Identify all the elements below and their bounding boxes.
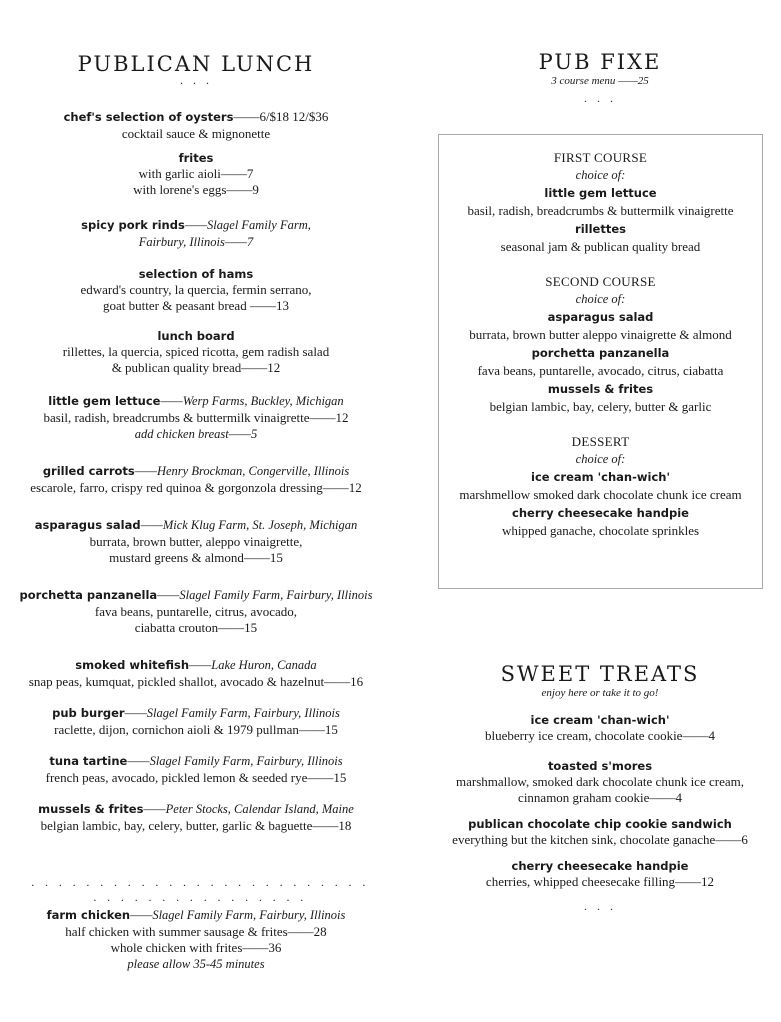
sweet-treats-subtitle: enjoy here or take it to go! [541, 687, 659, 699]
item-farm: ——Peter Stocks, Calendar Island, Maine [143, 802, 354, 816]
course-choice-label: choice of: [575, 168, 626, 182]
course-option-desc: belgian lambic, bay, celery, butter & garlic [489, 399, 712, 414]
menu-item-grilled-carrots [0, 462, 392, 496]
item-desc: fava beans, puntarelle, citrus, avocado, [94, 604, 298, 619]
item-price: ——6/$18 12/$36 [233, 109, 329, 124]
pub-fixe-title: PUB FIXE [538, 50, 662, 74]
course-option-name: mussels & frites [547, 382, 654, 396]
menu-item-pub-burger [0, 704, 392, 738]
item-farm: ——Mick Klug Farm, St. Joseph, Michigan [140, 518, 358, 532]
item-farm-cont: Fairbury, Illinois——7 [138, 235, 254, 249]
pub-fixe-subtitle: 3 course menu ——25 [551, 75, 649, 87]
item-desc: escarole, farro, crispy red quinoa & gorgonzola dressing——12 [30, 480, 362, 495]
item-addon: add chicken breast——5 [134, 427, 258, 441]
item-name: pub burger [52, 706, 125, 720]
course-option-desc: marshmellow smoked dark chocolate chunk ice cream [459, 487, 742, 502]
treat-desc: cinnamon graham cookie——4 [518, 790, 682, 805]
lunch-title: PUBLICAN LUNCH [77, 52, 315, 76]
item-desc: & publican quality bread——12 [111, 360, 281, 375]
menu-item-oysters [0, 108, 392, 142]
item-name: spicy pork rinds [81, 218, 185, 232]
item-desc: basil, radish, breadcrumbs & buttermilk vinaigrette——12 [43, 410, 349, 425]
course-choice-label: choice of: [575, 452, 626, 466]
publican-lunch-column [0, 0, 392, 834]
treat-desc: everything but the kitchen sink, chocolate ganache——6 [452, 832, 748, 847]
item-desc: goat butter & peasant bread ——13 [103, 298, 289, 313]
treat-desc: blueberry ice cream, chocolate cookie——4 [485, 728, 715, 743]
treat-name: toasted s'mores [547, 759, 653, 773]
menu-item-porchetta [0, 586, 392, 636]
treat-name: ice cream 'chan-wich' [530, 713, 670, 727]
course-option-name: cherry cheesecake handpie [512, 506, 689, 520]
item-farm: ——Slagel Family Farm, Fairbury, Illinois [157, 588, 373, 602]
sweet-treats-dots: · · · [583, 902, 617, 916]
item-desc: french peas, avocado, pickled lemon & seeded rye——15 [45, 770, 347, 785]
item-name: chef's selection of oysters [63, 110, 234, 124]
sweet-treats-section [430, 662, 770, 916]
item-desc: belgian lambic, bay, celery, butter, garlic & baguette——18 [40, 818, 352, 833]
pub-fixe-dots: · · · [583, 94, 617, 108]
menu-item-frites [0, 150, 392, 198]
item-desc: rillettes, la quercia, spiced ricotta, gem radish salad [62, 344, 330, 359]
item-farm: ——Slagel Family Farm, [184, 218, 311, 232]
item-name: lunch board [157, 329, 235, 343]
course-choice-label: choice of: [575, 292, 626, 306]
item-note: please allow 35-45 minutes [127, 957, 265, 971]
menu-item-farm-chicken [0, 906, 392, 972]
item-name: tuna tartine [49, 754, 128, 768]
pub-fixe-box [438, 134, 763, 589]
item-name: selection of hams [138, 267, 254, 281]
item-desc: mustard greens & almond——15 [109, 550, 283, 565]
item-farm: ——Henry Brockman, Congerville, Illinois [134, 464, 350, 478]
item-name: farm chicken [46, 908, 131, 922]
item-desc: raclette, dijon, cornichon aioli & 1979 pullman——15 [54, 722, 338, 737]
item-desc: with garlic aioli——7 [138, 166, 254, 181]
item-name: smoked whitefish [75, 658, 190, 672]
lunch-title-dots: · · · [179, 76, 213, 90]
item-desc: with lorene's eggs——9 [133, 182, 259, 197]
menu-item-little-gem [0, 392, 392, 442]
treat-desc: marshmallow, smoked dark chocolate chunk ice cream, [456, 774, 744, 789]
item-desc: cocktail sauce & mignonette [121, 126, 271, 141]
menu-item-tuna-tartine [0, 752, 392, 786]
item-desc: whole chicken with frites——36 [110, 940, 282, 955]
course-option-name: porchetta panzanella [531, 346, 670, 360]
lunch-separator-dots: · · · · · · · · · · · · · · · · · · · · · · · · · · · · · · · · · · · · · · · · · [30, 878, 370, 907]
pub-fixe-header [430, 0, 770, 108]
course-heading-second: SECOND COURSE [545, 274, 656, 289]
course-option-desc: burrata, brown butter aleppo vinaigrette & almond [469, 327, 732, 342]
course-option-name: ice cream 'chan-wich' [531, 470, 670, 484]
course-heading-dessert: DESSERT [571, 434, 630, 449]
item-desc: burrata, brown butter, aleppo vinaigrette, [89, 534, 303, 549]
item-name: little gem lettuce [48, 394, 161, 408]
menu-item-asparagus-salad [0, 516, 392, 566]
menu-item-spicy-pork-rinds [0, 216, 392, 250]
menu-item-mussels-frites [0, 800, 392, 834]
item-desc: snap peas, kumquat, pickled shallot, avocado & hazelnut——16 [28, 674, 364, 689]
item-name: asparagus salad [34, 518, 141, 532]
course-option-desc: whipped ganache, chocolate sprinkles [501, 523, 700, 538]
item-name: frites [178, 151, 214, 165]
course-option-desc: seasonal jam & publican quality bread [500, 239, 701, 254]
treat-name: publican chocolate chip cookie sandwich [468, 817, 732, 831]
item-desc: half chicken with summer sausage & frites——28 [65, 924, 327, 939]
course-option-name: asparagus salad [547, 310, 654, 324]
course-option-desc: fava beans, puntarelle, avocado, citrus, ciabatta [477, 363, 724, 378]
course-option-desc: basil, radish, breadcrumbs & buttermilk vinaigrette [467, 203, 734, 218]
item-name: mussels & frites [38, 802, 144, 816]
treat-desc: cherries, whipped cheesecake filling——12 [485, 874, 715, 889]
sweet-treats-title: SWEET TREATS [500, 662, 700, 686]
item-farm: ——Slagel Family Farm, Fairbury, Illinois [130, 908, 346, 922]
treat-name: cherry cheesecake handpie [511, 859, 689, 873]
menu-item-smoked-whitefish [0, 656, 392, 690]
menu-item-hams [0, 266, 392, 314]
item-desc: edward's country, la quercia, fermin serrano, [80, 282, 312, 297]
item-farm: ——Werp Farms, Buckley, Michigan [160, 394, 344, 408]
course-heading-first: FIRST COURSE [553, 150, 648, 165]
course-option-name: rillettes [575, 222, 626, 236]
item-farm: ——Slagel Family Farm, Fairbury, Illinois [127, 754, 343, 768]
item-name: grilled carrots [42, 464, 135, 478]
item-farm: ——Slagel Family Farm, Fairbury, Illinois [124, 706, 340, 720]
menu-item-lunch-board [0, 328, 392, 376]
course-option-name: little gem lettuce [544, 186, 657, 200]
item-desc: ciabatta crouton——15 [134, 620, 258, 635]
item-farm: ——Lake Huron, Canada [189, 658, 317, 672]
item-name: porchetta panzanella [19, 588, 158, 602]
